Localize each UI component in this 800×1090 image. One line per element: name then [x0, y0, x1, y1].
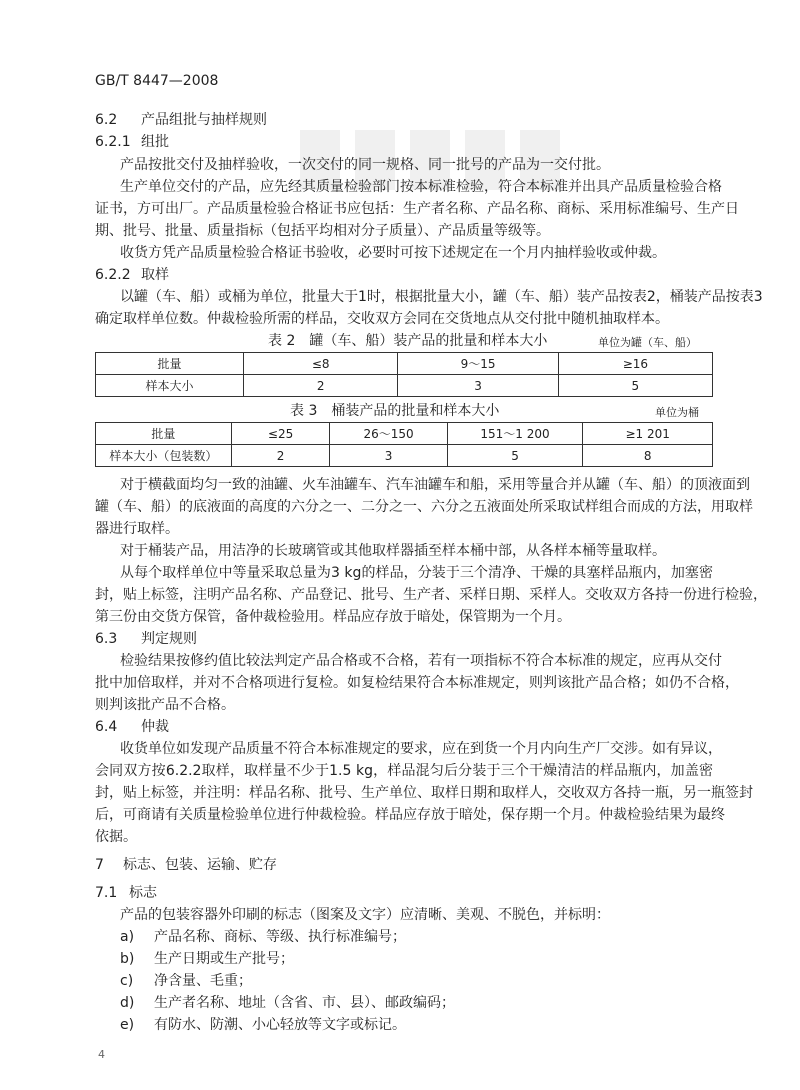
- table-cell: 8: [583, 445, 713, 467]
- section-title: 标志: [129, 885, 157, 901]
- section-title: 仲裁: [141, 719, 169, 735]
- list-marker: b): [120, 951, 135, 967]
- table-cell: 5: [447, 445, 583, 467]
- paragraph-line: 产品的包装容器外印刷的标志（图案及文字）应清晰、美观、不脱色，并标明：: [120, 907, 610, 923]
- heading-6-2-1: [95, 133, 713, 151]
- table-cell: 26～150: [330, 423, 447, 445]
- running-header: GB/T 8447—2008: [95, 73, 219, 89]
- list-marker: c): [120, 973, 134, 989]
- paragraph-line: 对于横截面均匀一致的油罐、火车油罐车、汽车油罐车和船，采用等量合并从罐（车、船）的顶液面到: [120, 477, 750, 493]
- section-title: 判定规则: [141, 631, 197, 647]
- section-number: 7.1: [95, 885, 118, 901]
- paragraph-line: 从每个取样单位中等量采取总量为3 kg的样品，分装于三个清净、干燥的具塞样品瓶内，加塞密: [120, 565, 713, 581]
- table-cell: 批量: [96, 423, 232, 445]
- table-cell: 9～15: [398, 353, 558, 375]
- table-cell: 3: [398, 375, 558, 397]
- table-row: [96, 445, 713, 467]
- paragraph-line: 第三份由交货方保管，备仲裁检验用。样品应存放于暗处，保管期为一个月。: [95, 609, 571, 625]
- table-cell: 2: [231, 445, 330, 467]
- table-row: [96, 353, 713, 375]
- paragraph-line: 批中加倍取样，并对不合格项进行复检。如复检结果符合本标准规定，则判该批产品合格；如仍不合格，: [95, 675, 739, 691]
- list-item: [120, 994, 738, 1012]
- paragraph-line: 会同双方按6.2.2取样，取样量不少于1.5 kg，样品混匀后分装于三个干燥清洁的样品瓶内，加盖密: [95, 763, 713, 779]
- list-text: 有防水、防潮、小心轻放等文字或标记。: [154, 1017, 406, 1033]
- table-cell: 2: [244, 375, 398, 397]
- table-2-caption: 表 2 罐（车、船）装产品的批量和样本大小: [268, 333, 548, 349]
- paragraph-line: 检验结果按修约值比较法判定产品合格或不合格，若有一项指标不符合本标准的规定，应再从交付: [120, 653, 722, 669]
- list-marker: e): [120, 1017, 135, 1033]
- list-text: 净含量、毛重；: [154, 973, 252, 989]
- section-number: 6.3: [95, 631, 118, 647]
- list-item: [120, 928, 738, 946]
- paragraph-line: 封，贴上标签，注明产品名称、产品登记、批号、生产者、采样日期、采样人。交收双方各持一份进行检验，: [95, 587, 767, 603]
- table-3-caption: 表 3 桶装产品的批量和样本大小: [290, 403, 500, 419]
- table-cell: 样本大小（包装数）: [96, 445, 232, 467]
- list-text: 生产者名称、地址（含省、市、县）、邮政编码；: [154, 995, 455, 1011]
- heading-7: [95, 856, 713, 874]
- list-text: 生产日期或生产批号；: [154, 951, 294, 967]
- table-cell: 151～1 200: [447, 423, 583, 445]
- table-cell: 5: [558, 375, 712, 397]
- paragraph-line: 器进行取样。: [95, 521, 179, 537]
- heading-6-2: [95, 111, 713, 129]
- heading-6-3: [95, 630, 713, 648]
- list-marker: a): [120, 929, 135, 945]
- heading-7-1: [95, 884, 713, 902]
- paragraph-line: 后，可商请有关质量检验单位进行仲裁检验。样品应存放于暗处，保存期一个月。仲裁检验结果为最终: [95, 807, 725, 823]
- section-title: 标志、包装、运输、贮存: [123, 857, 277, 873]
- table-cell: ≥16: [558, 353, 712, 375]
- paragraph-line: 封，贴上标签，并注明：样品名称、批号、生产单位、取样日期和取样人，交收双方各持一瓶，另一瓶签封: [95, 785, 753, 801]
- section-title: 组批: [141, 134, 169, 150]
- page-number: 4: [98, 1048, 105, 1061]
- list-item: [120, 1016, 738, 1034]
- table-2-unit: 单位为罐（车、船）: [598, 336, 697, 349]
- list-item: [120, 950, 738, 968]
- table-cell: 3: [330, 445, 447, 467]
- paragraph-line: 则判该批产品不合格。: [95, 697, 235, 713]
- paragraph-line: 证书，方可出厂。产品质量检验合格证书应包括：生产者名称、产品名称、商标、采用标准编号、生产日: [95, 201, 739, 217]
- table-cell: 样本大小: [96, 375, 244, 397]
- list-item: [120, 972, 738, 990]
- table-row: [96, 375, 713, 397]
- paragraph-line: 对于桶装产品，用洁净的长玻璃管或其他取样器插至样本桶中部，从各样本桶等量取样。: [120, 543, 666, 559]
- table-3-unit: 单位为桶: [655, 406, 699, 419]
- table-row: [96, 423, 713, 445]
- paragraph-line: 罐（车、船）的底液面的高度的六分之一、二分之一、六分之五液面处所采取试样组合而成的方法，用取样: [95, 499, 753, 515]
- section-title: 产品组批与抽样规则: [141, 112, 267, 128]
- paragraph-line: 依据。: [95, 829, 137, 845]
- table-cell: ≤8: [244, 353, 398, 375]
- list-text: 产品名称、商标、等级、执行标准编号；: [154, 929, 406, 945]
- table-cell: 批量: [96, 353, 244, 375]
- section-title: 取样: [141, 267, 169, 283]
- heading-6-2-2: [95, 266, 713, 284]
- section-number: 7: [95, 857, 104, 873]
- paragraph-line: 生产单位交付的产品，应先经其质量检验部门按本标准检验，符合本标准并出具产品质量检验合格: [120, 179, 722, 195]
- paragraph-line: 以罐（车、船）或桶为单位，批量大于1时，根据批量大小，罐（车、船）装产品按表2，桶装产品按表3: [120, 289, 763, 305]
- section-number: 6.2.2: [95, 267, 131, 283]
- table-2: [95, 352, 713, 397]
- paragraph-line: 收货单位如发现产品质量不符合本标准规定的要求，应在到货一个月内向生产厂交涉。如有异议，: [120, 741, 722, 757]
- section-number: 6.2: [95, 112, 118, 128]
- paragraph-line: 收货方凭产品质量检验合格证书验收，必要时可按下述规定在一个月内抽样验收或仲裁。: [120, 245, 666, 261]
- list-marker: d): [120, 995, 135, 1011]
- paragraph-line: 确定取样单位数。仲裁检验所需的样品，交收双方会同在交货地点从交付批中随机抽取样本。: [95, 311, 669, 327]
- paragraph-line: 期、批号、批量、质量指标（包括平均相对分子质量）、产品质量等级等。: [95, 223, 550, 239]
- section-number: 6.2.1: [95, 134, 131, 150]
- section-number: 6.4: [95, 719, 118, 735]
- heading-6-4: [95, 718, 713, 736]
- paragraph-line: 产品按批交付及抽样验收，一次交付的同一规格、同一批号的产品为一交付批。: [120, 157, 610, 173]
- table-cell: ≥1 201: [583, 423, 713, 445]
- table-3: [95, 422, 713, 467]
- table-cell: ≤25: [231, 423, 330, 445]
